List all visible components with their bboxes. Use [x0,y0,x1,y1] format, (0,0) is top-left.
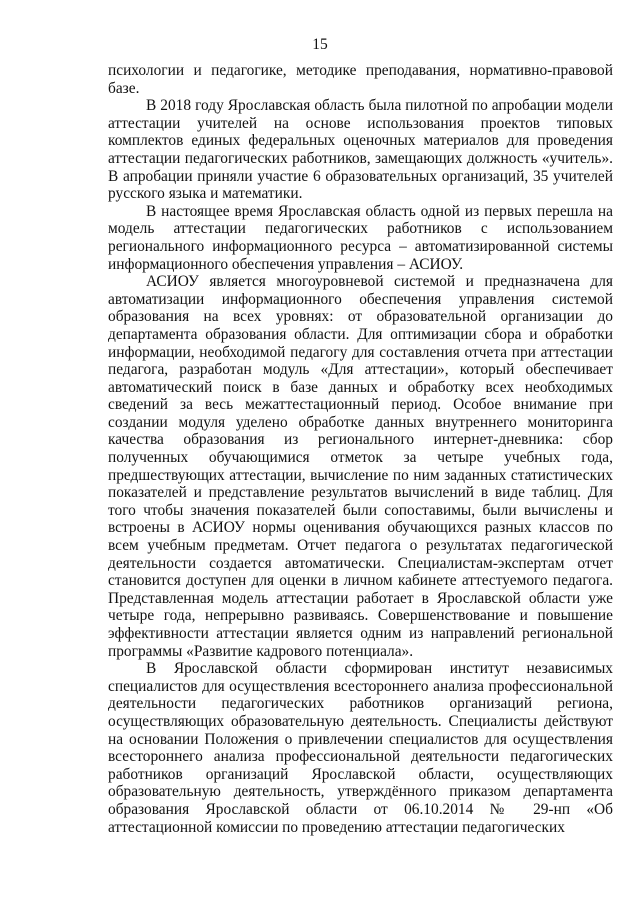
document-body [108,62,613,836]
paragraph-asiou-description: АСИОУ является многоуровневой системой и предназначена для автоматизации информационного обеспечения управления системой образования на всех уровнях: от образовательной организации до департамента образования области. Для оптимизации сбора и обработки информации, необходимой педагогу для составления отчета при аттестации педагога, разработан модуль «Для аттестации», который обеспечивает автоматический поиск в базе данных и обработку всех необходимых сведений за весь межаттестационный период. Особое внимание при создании модуля уделено обработке данных внутреннего мониторинга качества образования из регионального интернет-дневника: сбор полученных обучающимися отметок за четыре учебных года, предшествующих аттестации, вычисление по ним заданных статистических показателей и представление результатов вычислений в виде таблиц. Для того чтобы значения показателей были сопоставимы, были вычислены и встроены в АСИОУ нормы оценивания обучающихся разных классов по всем учебным предметам. Отчет педагога о результатах педагогической деятельности создается автоматически. Специалистам-экспертам отчет становится доступен для оценки в личном кабинете аттестуемого педагога. Представленная модель аттестации работает в Ярославской области уже четыре года, непрерывно развиваясь. Совершенствование и повышение эффективности аттестации является одним из направлений региональной программы «Развитие кадрового потенциала». [108,273,613,660]
paragraph-pilot-2018: В 2018 году Ярославская область была пилотной по апробации модели аттестации учителей на основе использования проектов типовых комплектов единых федеральных оценочных материалов для проведения аттестации педагогических работников, замещающих должность «учитель». В апробации приняли участие 6 образовательных организаций, 35 учителей русского языка и математики. [108,97,613,203]
paragraph-independent-specialists: В Ярославской области сформирован институт независимых специалистов для осуществления всестороннего анализа профессиональной деятельности педагогических работников организаций региона, осуществляющих образовательную деятельность. Специалисты действуют на основании Положения о привлечении специалистов для осуществления всестороннего анализа профессиональной деятельности педагогических работников организаций Ярославской области, осуществляющих образовательную деятельность, утверждённого приказом департамента образования Ярославской области от 06.10.2014 № 29-нп «Об аттестационной комиссии по проведению аттестации педагогических [108,660,613,836]
paragraph-asiou-transition: В настоящее время Ярославская область одной из первых перешла на модель аттестации педагогических работников с использованием регионального информационного ресурса – автоматизированной системы информационного обеспечения управления – АСИОУ. [108,202,613,273]
page-number: 15 [312,36,328,53]
paragraph-continuation: психологии и педагогике, методике преподавания, нормативно-правовой базе. [108,62,613,97]
